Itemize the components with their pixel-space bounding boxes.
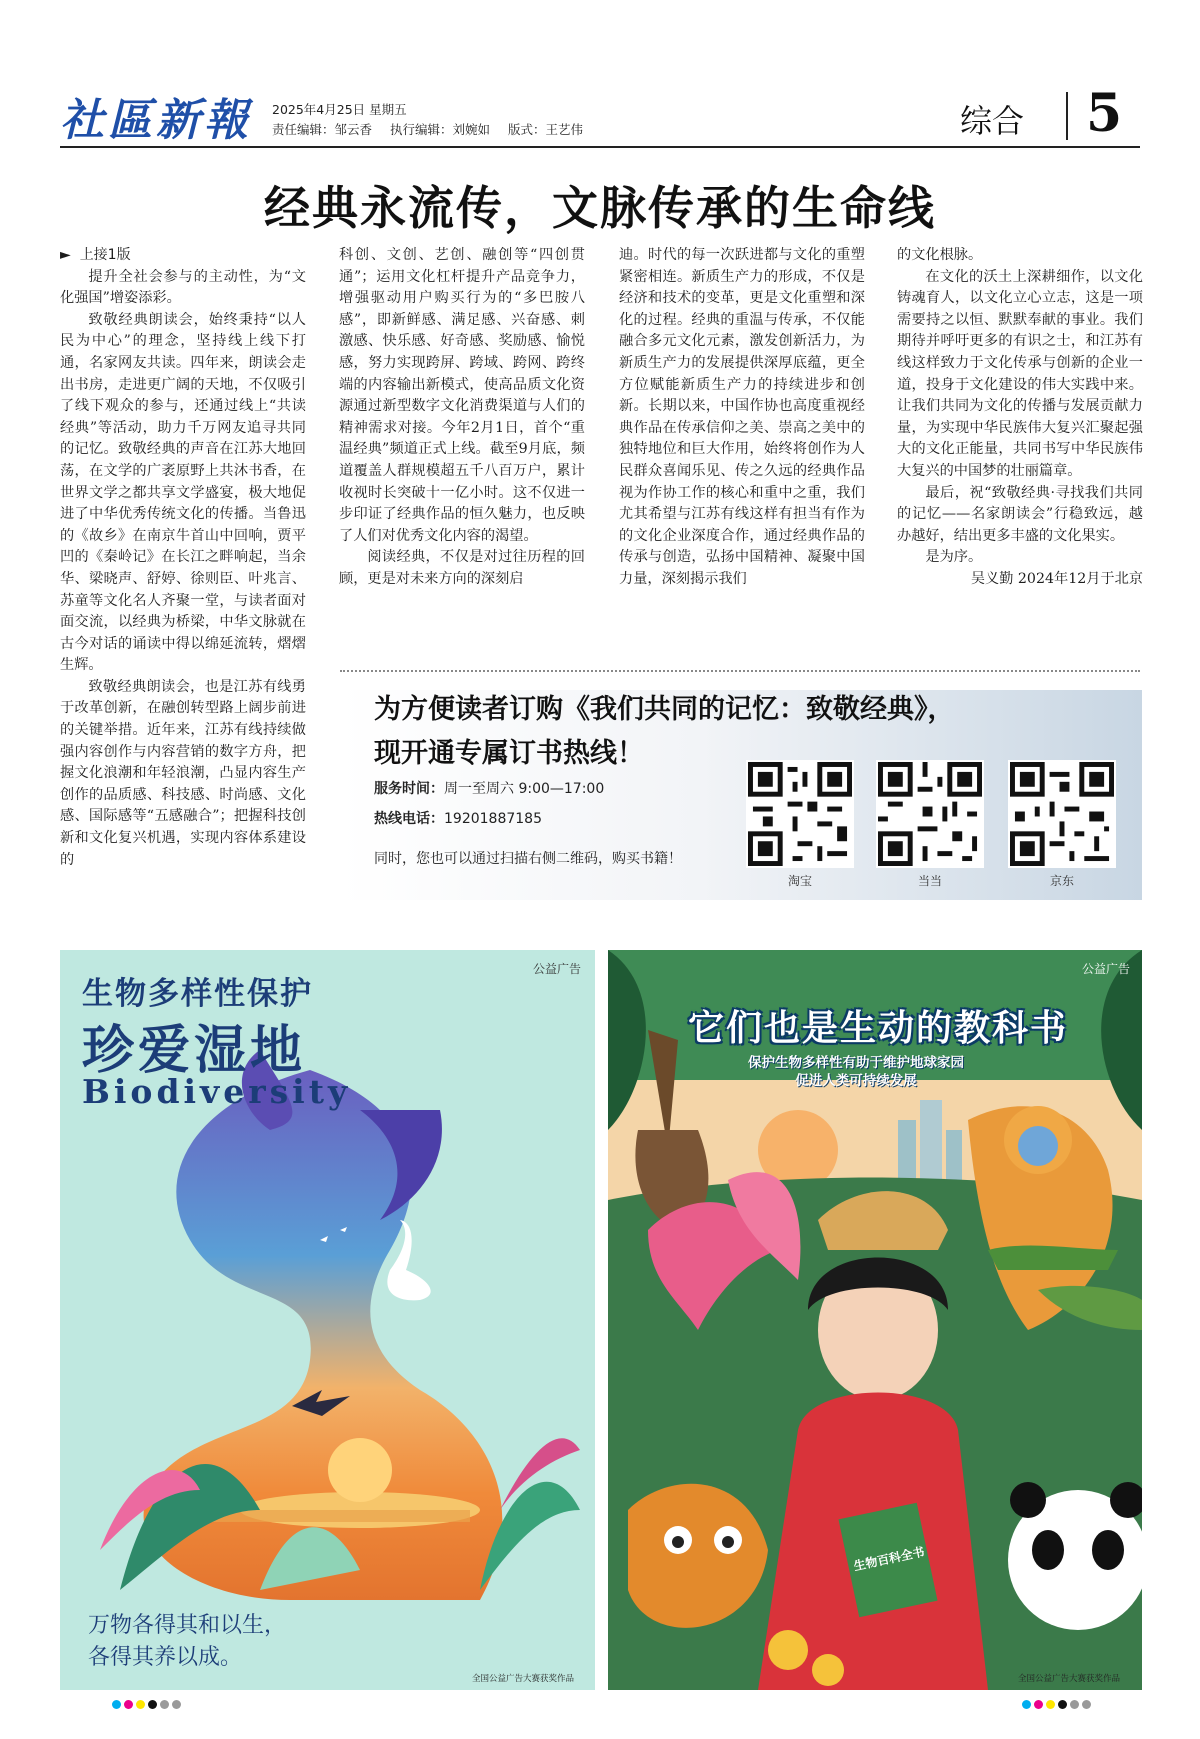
service-label: 服务时间： — [374, 781, 444, 797]
paragraph: 科创、文创、艺创、融创等“四创贯通”；运用文化杠杆提升产品竞争力，增强驱动用户购买行为的“多巴胺八感”，即新鲜感、满足感、兴奋感、刺激感、快乐感、好奇感、奖励感、愉悦感，努力实现跨屏、跨域、跨网、跨终端的内容输出新模式，使高品质文化资源通过新型数字文化消费渠道与人们的精神需求对接。今年2月1日，首个“重温经典”频道正式上线。截至9月底，频道覆盖人群规模超五千八百万户，累计收视时长突破十一亿小时。这不仅进一步印证了经典作品的恒久魅力，也反映了人们对优秀文化内容的渴望。 — [339, 247, 585, 544]
registration-marks — [112, 1700, 184, 1709]
issue-meta — [272, 100, 597, 140]
article-column-1 — [60, 245, 306, 871]
slogan-line: 各得其养以成。 — [88, 1645, 243, 1670]
issue-date: 2025年4月25日 星期五 — [272, 102, 407, 117]
qr-label: 京东 — [1049, 874, 1074, 888]
jump-label: 上接1版 — [79, 247, 131, 263]
poster-title-english: Biodiversity — [82, 1072, 352, 1111]
poster-title: 生物多样性保护 — [82, 976, 313, 1012]
hotline — [374, 808, 542, 828]
article-column-3 — [619, 245, 865, 591]
paragraph: 是为序。 — [925, 549, 983, 566]
hotline-label: 热线电话： — [374, 811, 444, 827]
page-number: 5 — [1086, 83, 1123, 144]
play-arrow-icon: ► — [60, 247, 71, 263]
section-name: 综合 — [960, 102, 1025, 140]
qr-code-dangdang[interactable] — [876, 760, 984, 868]
paragraph: 最后，祝“致敬经典·寻找我们共同的记忆——名家朗读会”行稳致远，越办越好，结出更多丰盛的文化果实。 — [897, 484, 1143, 544]
poster-biodiversity — [608, 950, 1142, 1690]
article-column-4 — [897, 245, 1143, 591]
qr-label: 淘宝 — [787, 874, 812, 888]
qr-code-jd[interactable] — [1008, 760, 1116, 868]
masthead-rule — [60, 146, 1140, 148]
poster-wetland — [60, 950, 595, 1690]
paragraph: 致敬经典朗读会，始终秉持“以人民为中心”的理念，坚持线上线下打通，名家网友共读。四年来，朗读会走出书房，走进更广阔的天地，不仅吸引了线下观众的参与，还通过线上“共读经典”等活动，助力千万网友追寻共同的记忆。致敬经典的声音在江苏大地回荡，在文学的广袤原野上共沐书香，在世界文学之都共享文学盛宴，极大地促进了中华优秀传统文化的传播。当鲁迅的《故乡》在南京牛首山中回响，贾平凹的《秦岭记》在长江之畔响起，当余华、梁晓声、舒婷、徐则臣、叶兆言、苏童等文化名人齐聚一堂，与读者面对面交流，以经典为桥梁，中华文脉就在古今对话的诵读中得以绵延流转，熠熠生辉。 — [60, 311, 306, 674]
slogan-line: 万物各得其和以生， — [88, 1613, 287, 1638]
qr-code-icon — [878, 762, 982, 866]
promo-title-line: 为方便读者订购《我们共同的记忆：致敬经典》， — [374, 694, 955, 725]
registration-marks — [1022, 1700, 1094, 1709]
qr-label: 当当 — [917, 874, 942, 888]
article-headline: 经典永流传，文脉传承的生命线 — [264, 181, 936, 235]
poster-title-main: 珍爱湿地 — [82, 1020, 307, 1081]
jump-line[interactable] — [60, 245, 306, 267]
logo-text: 社區新報 — [60, 95, 252, 146]
article-column-2 — [339, 245, 585, 591]
qr-code-icon — [1010, 762, 1114, 866]
poster-subtitle — [748, 1054, 964, 1090]
award-credit: 全国公益广告大赛获奖作品 — [472, 1674, 575, 1684]
promo-title — [374, 688, 955, 776]
hotline-number[interactable]: 19201887185 — [444, 811, 542, 827]
ad-tag: 公益广告 — [532, 962, 581, 976]
paragraph: 阅读经典，不仅是对过往历程的回顾，更是对未来方向的深刻启 — [339, 549, 585, 587]
subtitle-line: 保护生物多样性有助于维护地球家园 — [748, 1055, 964, 1071]
paragraph: 迪。时代的每一次跃进都与文化的重塑紧密相连。新质生产力的形成，不仅是经济和技术的变革，更是文化重塑和深化的过程。经典的重温与传承，不仅能融合多元文化元素，激发创新活力，为新质生产力的发展提供深厚底蕴，更全方位赋能新质生产力的持续进步和创新。长期以来，中国作协也高度重视经典作品在传承信仰之美、崇高之美中的独特地位和巨大作用，始终将创作为人民群众喜闻乐见、传之久远的经典作品视为作协工作的核心和重中之重，我们尤其希望与江苏有线这样有担当有作为的文化企业深度合作，通过经典作品的传承与创造，弘扬中国精神、凝聚中国力量，深刻揭示我们 — [619, 247, 865, 587]
poster-slogan — [88, 1610, 286, 1674]
paragraph: 在文化的沃土上深耕细作，以文化铸魂育人，以文化立心立志，这是一项需要持之以恒、默默奉献的事业。我们期待并呼吁更多的有识之士，和江苏有线这样致力于文化传承与创新的企业一道，投身于文化建设的伟大实践中来。让我们共同为文化的传播与发展贡献力量，为实现中华民族伟大复兴汇聚起强大的文化正能量，共同书写中华民族伟大复兴的中国梦的壮丽篇章。 — [897, 268, 1143, 479]
service-hours — [374, 778, 604, 798]
qr-code-icon — [748, 762, 852, 866]
newspaper-logo — [60, 92, 252, 150]
poster-title: 它们也是生动的教科书 — [688, 1008, 1069, 1049]
editor-credit: 执行编辑：刘婉如 — [390, 122, 491, 137]
book-label: 生物百科全书 — [852, 1544, 926, 1574]
paragraph: 致敬经典朗读会，也是江苏有线勇于改革创新，在融创转型路上阔步前进的关键举措。近年来，江苏有线持续做强内容创作与内容营销的数字方舟，把握文化浪潮和年轻浪潮，凸显内容生产创作的品质感、科技感、时尚感、文化感、国际感等“五感融合”；把握科技创新和文化复兴机遇，实现内容体系建设的 — [60, 678, 306, 868]
promo-title-line: 现开通专属订书热线！ — [374, 738, 644, 769]
qr-code-taobao[interactable] — [746, 760, 854, 868]
promo-footer: 同时，您也可以通过扫描右侧二维码，购买书籍！ — [374, 851, 682, 867]
ad-tag: 公益广告 — [1081, 962, 1130, 976]
service-value: 周一至周六 9:00—17:00 — [444, 781, 605, 797]
dotted-divider — [340, 670, 1140, 672]
author-signature: 吴义勤 2024年12月于北京 — [970, 570, 1143, 587]
section-divider — [1066, 92, 1068, 140]
editor-credit: 责任编辑：邹云香 — [272, 122, 373, 137]
paragraph: 的文化根脉。 — [897, 247, 983, 263]
editor-credit: 版式：王艺伟 — [508, 122, 584, 137]
award-credit: 全国公益广告大赛获奖作品 — [1018, 1674, 1121, 1684]
subtitle-line: 促进人类可持续发展 — [795, 1073, 917, 1089]
paragraph: 提升全社会参与的主动性，为“文化强国”增姿添彩。 — [60, 268, 306, 307]
